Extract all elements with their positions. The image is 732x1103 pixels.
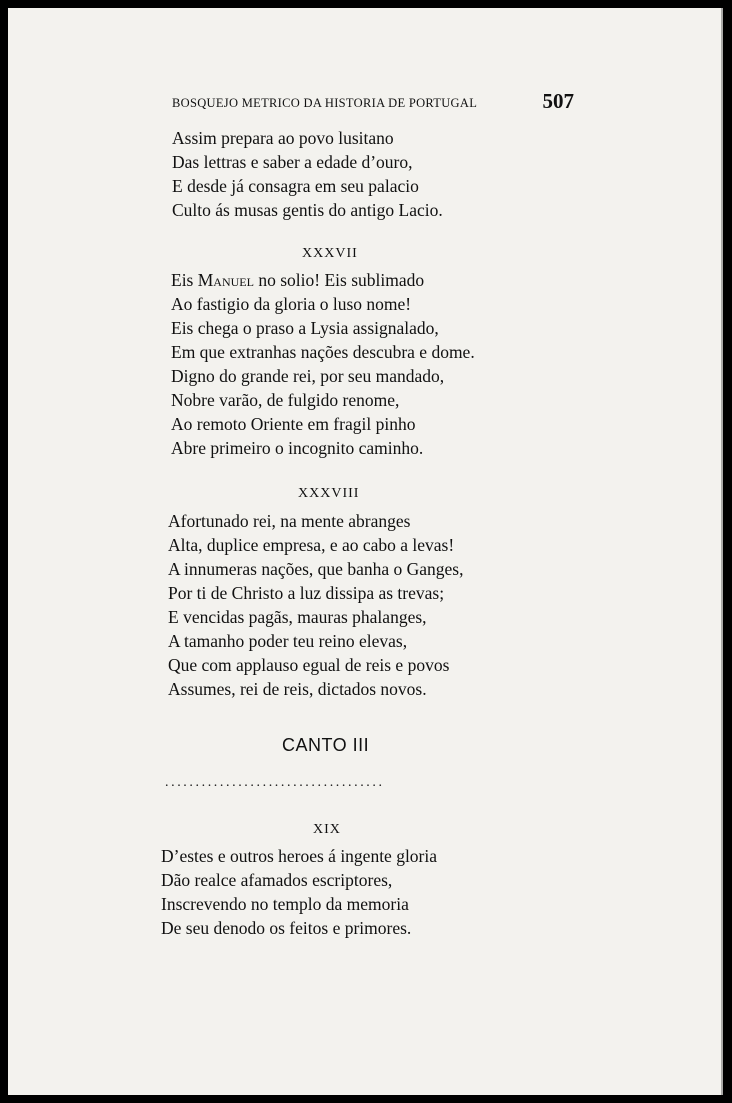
verse-line: De seu denodo os feitos e primores. xyxy=(161,918,412,938)
verse-line: Eis chega o praso a Lysia assignalado, xyxy=(171,318,439,338)
verse-line: Ao fastigio da gloria o luso nome! xyxy=(171,294,412,314)
page-number: 507 xyxy=(542,89,574,113)
stanza-heading: XXXVIII xyxy=(298,486,360,501)
verse-line: Em que extranhas nações descubra e dome. xyxy=(171,342,475,362)
page-header xyxy=(172,90,574,114)
verse-line: E vencidas pagãs, mauras phalanges, xyxy=(168,607,427,627)
verse-line: Assim prepara ao povo lusitano xyxy=(172,128,394,148)
verse-line: Inscrevendo no templo da memoria xyxy=(161,894,409,914)
verse-line: Que com applauso egual de reis e povos xyxy=(168,655,450,675)
verse-line: Nobre varão, de fulgido renome, xyxy=(171,390,400,410)
verse-line: Afortunado rei, na mente abranges xyxy=(168,511,411,531)
verse-line: Dão realce afamados escriptores, xyxy=(161,870,393,890)
verse-line: A innumeras nações, que banha o Ganges, xyxy=(168,559,464,579)
verse-line xyxy=(171,270,424,291)
stanza-heading: XXXVII xyxy=(302,246,358,261)
book-page xyxy=(8,8,723,1095)
verse-line: Abre primeiro o incognito caminho. xyxy=(171,438,424,458)
verse-line: Por ti de Christo a luz dissipa as trevas; xyxy=(168,583,445,603)
stanza-heading: XIX xyxy=(313,822,341,837)
verse-line: Das lettras e saber a edade d’ouro, xyxy=(172,152,413,172)
verse-line: Alta, duplice empresa, e ao cabo a levas! xyxy=(168,535,455,555)
verse-line-prefix: Eis xyxy=(171,270,198,290)
verse-line: Ao remoto Oriente em fragil pinho xyxy=(171,414,416,434)
verse-line: A tamanho poder teu reino elevas, xyxy=(168,631,408,651)
verse-line: Digno do grande rei, por seu mandado, xyxy=(171,366,445,386)
verse-line: Culto ás musas gentis do antigo Lacio. xyxy=(172,200,443,220)
verse-line: Assumes, rei de reis, dictados novos. xyxy=(168,679,427,699)
verse-line: E desde já consagra em seu palacio xyxy=(172,176,419,196)
ellipsis-line: .................................... xyxy=(165,775,385,790)
canto-title: CANTO III xyxy=(282,735,370,755)
verse-line-suffix: no solio! Eis sublimado xyxy=(253,270,425,290)
page-edge-shadow xyxy=(721,8,723,1095)
king-name: Manuel xyxy=(197,270,254,290)
verse-line: D’estes e outros heroes á ingente gloria xyxy=(161,846,438,866)
running-title: BOSQUEJO METRICO DA HISTORIA DE PORTUGAL xyxy=(172,96,478,110)
